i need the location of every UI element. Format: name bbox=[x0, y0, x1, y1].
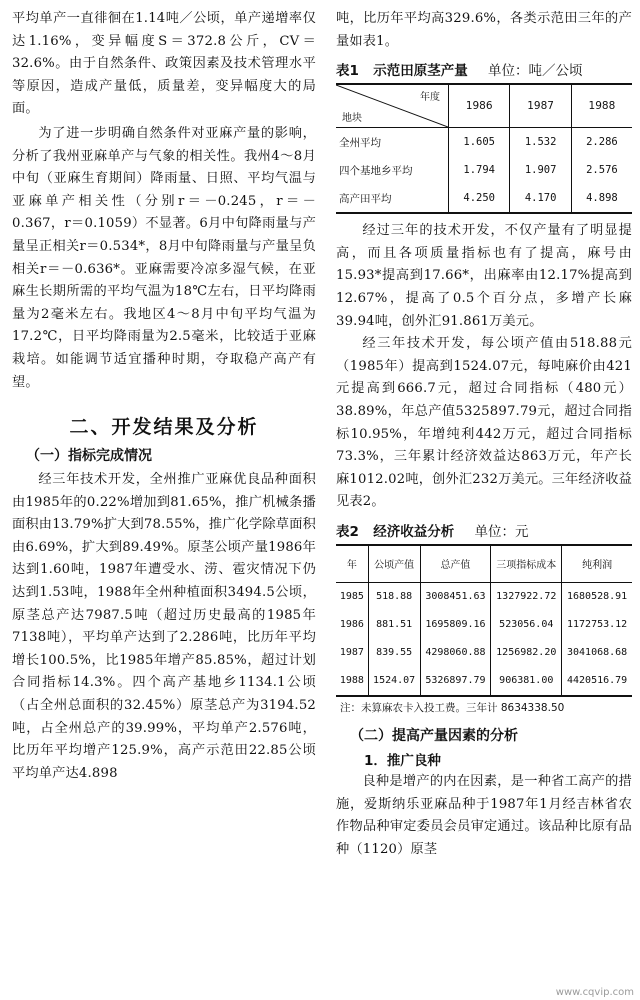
subsection-heading-targets: （一）指标完成情况 bbox=[26, 448, 152, 465]
table1-unit: 单位：吨／公顷 bbox=[488, 63, 583, 80]
table2-cell: 4298060.88 bbox=[420, 639, 491, 667]
table2-caption bbox=[336, 520, 632, 540]
subsubsection-heading-seed: 1．推广良种 bbox=[364, 752, 441, 769]
table1-row-label: 全州平均 bbox=[339, 136, 381, 149]
table1-cell: 4.250 bbox=[448, 184, 509, 213]
table2-cell: 906381.00 bbox=[491, 667, 562, 696]
table1-cell: 2.576 bbox=[571, 156, 632, 184]
table2-header: 纯利润 bbox=[562, 545, 632, 583]
table1-header-plot: 地块 bbox=[342, 113, 362, 125]
table2-cell: 1172753.12 bbox=[562, 611, 632, 639]
table2-cell: 1680528.91 bbox=[562, 582, 632, 611]
left-column bbox=[12, 0, 316, 785]
subsection-heading-factors: （二）提高产量因素的分析 bbox=[350, 727, 518, 744]
table1-title: 示范田原茎产量 bbox=[373, 63, 468, 80]
table2-number: 表2 bbox=[336, 523, 359, 540]
table2-cell: 5326897.79 bbox=[420, 667, 491, 696]
table1-row-label: 四个基地乡平均 bbox=[339, 164, 413, 177]
table1-cell: 4.898 bbox=[571, 184, 632, 213]
table2-cell: 1256982.20 bbox=[491, 639, 562, 667]
table-row bbox=[336, 156, 632, 184]
table-row bbox=[336, 184, 632, 213]
paragraph-quality: 经过三年的技术开发，不仅产量有了明显提高，而且各项质量指标也有了提高，麻号由15.93*提高到17.66*，出麻率由12.17%提高到12.67%，提高了0.5个百分点，多增产长麻39.94吨，创外汇91.861万美元。 bbox=[336, 223, 632, 329]
table2-cell: 1988 bbox=[339, 675, 364, 687]
table2-cell: 1986 bbox=[339, 619, 364, 631]
table1-row-label: 高产田平均 bbox=[339, 192, 392, 205]
table2-note: 注：未算麻农卡入投工费。三年计 8634338.50 bbox=[340, 701, 565, 714]
table2-cell: 3041068.68 bbox=[562, 639, 632, 667]
table2-cell: 518.88 bbox=[368, 582, 420, 611]
table1-year-header: 1988 bbox=[571, 84, 632, 128]
table2-cell: 1985 bbox=[339, 591, 364, 603]
table-row bbox=[336, 128, 632, 157]
table-row bbox=[336, 639, 632, 667]
table2-economics bbox=[336, 544, 632, 697]
table2-unit: 单位：元 bbox=[474, 523, 529, 540]
paragraph-climate: 为了进一步明确自然条件对亚麻产量的影响，分析了我州亚麻单产与气象的相关性。我州4～8月中旬（亚麻生育期间）降雨量、日照、平均气温与亚麻单产相关性（分别r＝－0.245，r＝－0.367，r＝0.1059）不显著。6月中旬降雨量与产量呈正相关r＝0.534*，8月中旬降雨量与产量呈负相关r＝－0.636*。亚麻需要冷凉多湿气候，在亚麻生长期所需的平均气温为18℃左右，日平均降雨量为2毫米左右。我地区4～8月中旬平均气温为17.2℃，日平均降雨量为2.5毫米，比较适于亚麻栽培。如能调节适宜播种时期，夺取稳产高产有望。 bbox=[12, 125, 316, 390]
table-row bbox=[336, 582, 632, 611]
table2-header: 三项指标成本 bbox=[491, 545, 562, 583]
table1-cell: 1.532 bbox=[510, 128, 571, 157]
table2-cell: 3008451.63 bbox=[420, 582, 491, 611]
table1-header-year: 年度 bbox=[419, 92, 440, 104]
table1-number: 表1 bbox=[336, 63, 359, 80]
table2-header: 年 bbox=[336, 545, 368, 583]
table2-cell: 523056.04 bbox=[491, 611, 562, 639]
table1-cell: 1.605 bbox=[448, 128, 509, 157]
paragraph-economics: 经三年技术开发，每公顷产值由518.88元（1985年）提高到1524.07元，每吨麻价由421元提高到666.7元，超过合同指标（480元）38.89%，年总产值5325897.79元，超过合同指标10.95%，年增纯利442万元，超过合同指标73.3%，三年累计经济效益达863万元，年产长麻1012.02吨，创外汇232万美元。三年经济收益见表2。 bbox=[336, 336, 632, 510]
table1-yield bbox=[336, 83, 632, 214]
table1-cell: 2.286 bbox=[571, 128, 632, 157]
table2-cell: 1524.07 bbox=[368, 667, 420, 696]
paragraph-continued: 吨，比历年平均高329.6%，各类示范田三年的产量如表1。 bbox=[336, 11, 632, 49]
table2-title: 经济收益分析 bbox=[373, 523, 455, 540]
table2-cell: 1987 bbox=[339, 647, 364, 659]
table1-year-header: 1987 bbox=[510, 84, 571, 128]
table1-diagonal-header bbox=[336, 84, 448, 128]
section-title: 二、开发结果及分析 bbox=[69, 416, 259, 439]
table1-cell: 1.794 bbox=[448, 156, 509, 184]
table2-cell: 881.51 bbox=[368, 611, 420, 639]
table-row bbox=[336, 667, 632, 696]
table2-cell: 1327922.72 bbox=[491, 582, 562, 611]
table2-cell: 839.55 bbox=[368, 639, 420, 667]
table2-cell: 1695809.16 bbox=[420, 611, 491, 639]
table2-cell: 4420516.79 bbox=[562, 667, 632, 696]
table-row bbox=[336, 611, 632, 639]
table1-cell: 1.907 bbox=[510, 156, 571, 184]
table2-header: 总产值 bbox=[420, 545, 491, 583]
table1-caption bbox=[336, 59, 632, 79]
paragraph-intro: 平均单产一直徘徊在1.14吨／公顷，单产递增率仅达1.16%，变异幅度S＝372.8公斤，CV＝32.6%。由于自然条件、政策因素及技术管理水平等原因，造成产量低，质量差，变异幅度大的局面。 bbox=[12, 11, 316, 117]
table1-cell: 4.170 bbox=[510, 184, 571, 213]
paragraph-seed: 良种是增产的内在因素，是一种省工高产的措施，爱斯纳乐亚麻品种于1987年1月经吉林省农作物品种审定委员会员审定通过。该品种比原有品种（1120）原茎 bbox=[336, 773, 632, 857]
table2-header: 公顷产值 bbox=[368, 545, 420, 583]
right-column bbox=[336, 0, 632, 861]
watermark-text: www.cqvip.com bbox=[555, 987, 634, 998]
paragraph-results: 经三年技术开发，全州推广亚麻优良品种面积由1985年的0.22%增加到81.65%，推广机械条播面积由13.79%扩大到78.55%，推广化学除草面积由6.69%，扩大到89.49%。原茎公顷产量1986年达到1.60吨，1987年遭受水、涝、雹灾情况下仍达到1.53吨，1988年全州种植面积3494.5公顷，原茎总产达7987.5吨（超过历史最高的1985年7138吨），平均单产达到了2.286吨，比历年平均增长100.5%，比1985年增产85.85%，超过计划合同指标14.3%。四个高产基地乡1134.1公顷（占全州总面积的32.45%）原茎总产为3194.52吨，占全州总产的39.99%，平均单产2.576吨，比历年平均增产125.9%，高产示范田22.85公顷平均单产达4.898 bbox=[12, 472, 316, 781]
table1-year-header: 1986 bbox=[448, 84, 509, 128]
